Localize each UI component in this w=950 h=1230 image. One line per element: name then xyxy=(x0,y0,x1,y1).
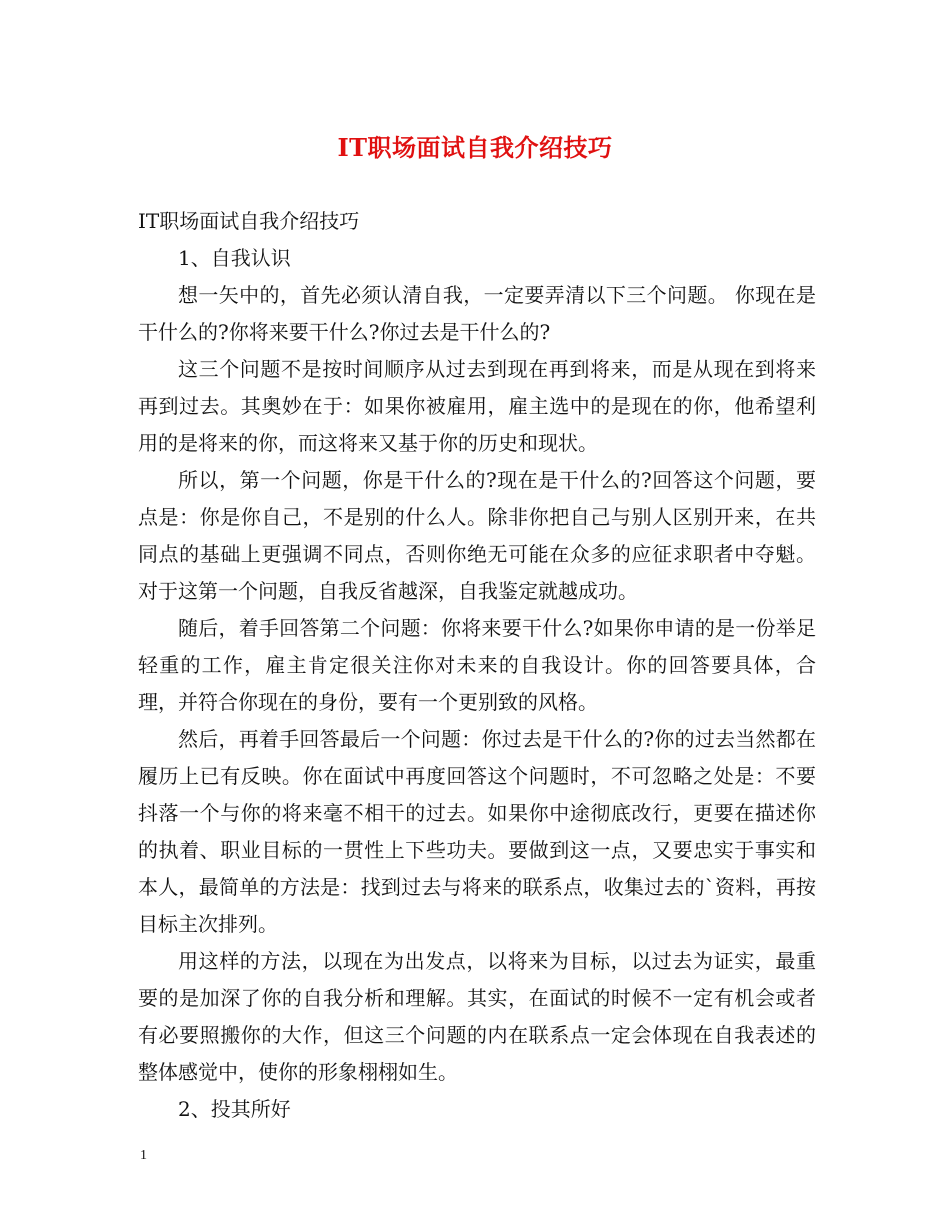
paragraph: 然后，再着手回答最后一个问题：你过去是干什么的?你的过去当然都在履历上已有反映。你在面试中再度回答这个问题时，不可忽略之处是：不要抖落一个与你的将来毫不相干的过去。如果你中途彻底改行，更要在描述你的执着、职业目标的一贯性上下些功夫。要做到这一点，又要忠实于事实和本人，最简单的方法是：找到过去与将来的联系点，收集过去的`资料，再按目标主次排列。 xyxy=(138,727,816,936)
document-body xyxy=(138,203,816,1128)
page-number: 1 xyxy=(140,1148,147,1163)
body-subtitle: IT职场面试自我介绍技巧 xyxy=(138,209,360,233)
section-heading-1: 1、自我认识 xyxy=(178,246,291,270)
section-heading-2: 2、投其所好 xyxy=(178,1097,291,1121)
paragraph: 所以，第一个问题，你是干什么的?现在是干什么的?回答这个问题，要点是：你是你自己，不是别的什么人。除非你把自己与别人区别开来，在共同点的基础上更强调不同点，否则你绝无可能在众多的应征求职者中夺魁。 对于这第一个问题，自我反省越深，自我鉴定就越成功。 xyxy=(138,468,816,603)
document-title: IT职场面试自我介绍技巧 xyxy=(337,133,613,162)
paragraph: 随后，着手回答第二个问题：你将来要干什么?如果你申请的是一份举足轻重的工作，雇主肯定很关注你对未来的自我设计。你的回答要具体，合理，并符合你现在的身份，要有一个更别致的风格。 xyxy=(138,616,816,714)
paragraph: 这三个问题不是按时间顺序从过去到现在再到将来，而是从现在到将来再到过去。其奥妙在于：如果你被雇用，雇主选中的是现在的你，他希望利用的是将来的你，而这将来又基于你的历史和现状。 xyxy=(138,357,816,455)
paragraph: 想一矢中的，首先必须认清自我，一定要弄清以下三个问题。 你现在是干什么的?你将来要干什么?你过去是干什么的? xyxy=(138,283,816,344)
paragraph: 用这样的方法，以现在为出发点，以将来为目标，以过去为证实，最重要的是加深了你的自我分析和理解。其实，在面试的时候不一定有机会或者有必要照搬你的大作，但这三个问题的内在联系点一定会体现在自我表述的整体感觉中，使你的形象栩栩如生。 xyxy=(138,949,816,1084)
